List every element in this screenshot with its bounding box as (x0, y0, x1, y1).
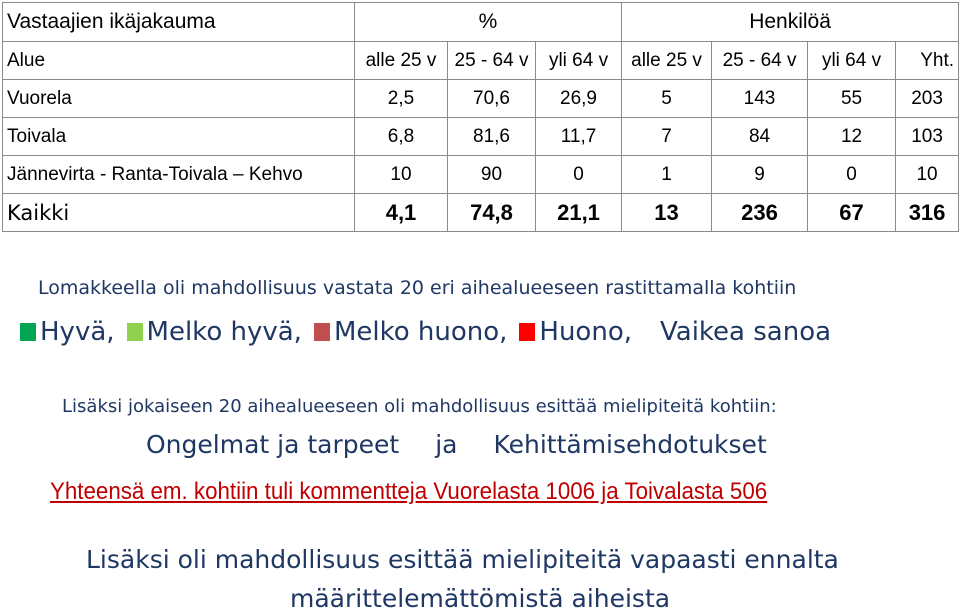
free-text-note-1: Lisäksi oli mahdollisuus esittää mielipiteitä vapaasti ennalta (86, 545, 839, 574)
legend-label: Hyvä, (40, 317, 115, 347)
table-cell: 13 (622, 194, 712, 232)
comments-total: Yhteensä em. kohtiin tuli kommentteja Vuorelasta 1006 ja Toivalasta 506 (50, 478, 768, 505)
table-row (3, 118, 959, 156)
table-cell: 12 (808, 118, 896, 156)
column-header: Yht. (896, 42, 959, 80)
table-cell: 4,1 (355, 194, 448, 232)
table-cell: 0 (808, 156, 896, 194)
table-cell: 9 (712, 156, 808, 194)
table-cell: 103 (896, 118, 959, 156)
legend-item (314, 317, 507, 347)
table-cell: 7 (622, 118, 712, 156)
table-cell: 70,6 (448, 80, 536, 118)
category-suggestions: Kehittämisehdotukset (493, 430, 767, 459)
column-header: 25 - 64 v (712, 42, 808, 80)
table-cell: 10 (355, 156, 448, 194)
table-row (3, 194, 959, 232)
age-distribution-table (2, 2, 959, 232)
table-cell: 236 (712, 194, 808, 232)
intro-text: Lomakkeella oli mahdollisuus vastata 20 eri aihealueeseen rastittamalla kohtiin (38, 277, 797, 299)
additional-text: Lisäksi jokaiseen 20 aihealueeseen oli mahdollisuus esittää mielipiteitä kohtiin: (62, 396, 777, 417)
table-cell: 11,7 (536, 118, 622, 156)
legend-swatch-icon (127, 323, 143, 341)
answer-legend (20, 317, 843, 347)
legend-swatch-icon (519, 323, 535, 341)
legend-label: Melko hyvä, (146, 317, 302, 347)
legend-label: Huono, (539, 317, 632, 347)
table-cell: 67 (808, 194, 896, 232)
free-text-note-2: määrittelemättömistä aiheista (290, 584, 671, 613)
table-cell: 316 (896, 194, 959, 232)
column-header: alle 25 v (622, 42, 712, 80)
percent-header: % (355, 3, 622, 42)
legend-label: Vaikea sanoa (660, 317, 832, 347)
table-cell: 21,1 (536, 194, 622, 232)
comment-categories (146, 430, 767, 459)
table-cell: 6,8 (355, 118, 448, 156)
table-title: Vastaajien ikäjakauma (3, 3, 355, 42)
legend-item (660, 317, 831, 347)
category-and: ja (435, 430, 458, 459)
table-cell: 1 (622, 156, 712, 194)
persons-header: Henkilöä (622, 3, 959, 42)
column-header: yli 64 v (808, 42, 896, 80)
table-cell: 10 (896, 156, 959, 194)
table-cell: 84 (712, 118, 808, 156)
legend-swatch-icon (20, 323, 36, 341)
column-header-row (3, 42, 959, 80)
row-label: Toivala (3, 118, 355, 156)
row-label: Kaikki (3, 194, 355, 232)
table-cell: 2,5 (355, 80, 448, 118)
column-header: 25 - 64 v (448, 42, 536, 80)
legend-item (127, 317, 302, 347)
row-label: Jännevirta - Ranta-Toivala – Kehvo (3, 156, 355, 194)
table-title-row (3, 3, 959, 42)
table-cell: 5 (622, 80, 712, 118)
table-cell: 74,8 (448, 194, 536, 232)
table-cell: 81,6 (448, 118, 536, 156)
legend-label: Melko huono, (333, 317, 508, 347)
legend-item (519, 317, 632, 347)
table-cell: 26,9 (536, 80, 622, 118)
legend-item (20, 317, 115, 347)
table-row (3, 156, 959, 194)
row-label: Vuorela (3, 80, 355, 118)
table-row (3, 80, 959, 118)
column-header: alle 25 v (355, 42, 448, 80)
table-cell: 90 (448, 156, 536, 194)
category-problems: Ongelmat ja tarpeet (146, 430, 400, 459)
table-cell: 143 (712, 80, 808, 118)
column-header: yli 64 v (536, 42, 622, 80)
table-cell: 203 (896, 80, 959, 118)
table-cell: 55 (808, 80, 896, 118)
table-cell: 0 (536, 156, 622, 194)
column-header: Alue (3, 42, 355, 80)
legend-swatch-icon (314, 323, 330, 341)
